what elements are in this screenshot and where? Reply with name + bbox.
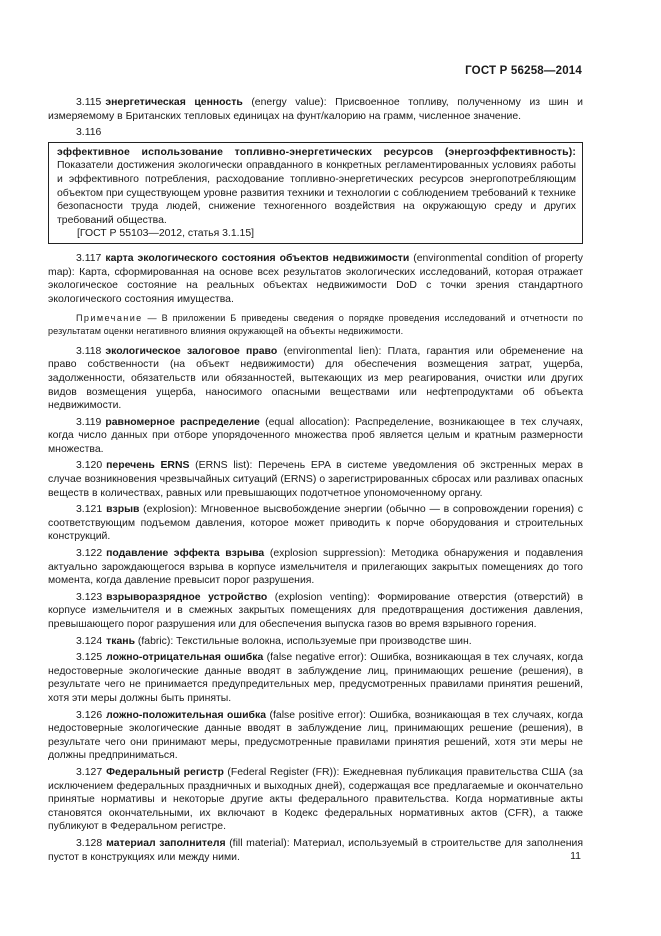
entry-3-118: 3.118 экологическое залоговое право (environmental lien): Плата, гарантия или обременение на право собственности (на объект недвижимости) для обеспечения возмещения затрат, ущерба, задолженности, обязательств или обязанностей, вытекающих из мер реагирования, очистки или других видов возмещения ущерба, наносимого опасными веществами или нефтепродуктами об объекта недвижимости.: [48, 345, 583, 412]
entry-3-116-number: 3.116: [76, 127, 102, 139]
entry-3-117: 3.117 карта экологического состояния объектов недвижимости (environmental condition of property map): Карта, сформированная на основе всех результатов экологических исследований, которая отражает экологическое состояние на реальных объектах недвижимости DoD с точки зрения стандартного экологического состояния имущества.: [48, 252, 583, 305]
boxed-source: [ГОСТ Р 55103—2012, статья 3.1.15]: [77, 228, 255, 240]
note-text: — В приложении Б приведены сведения о порядке проведения исследований и отчетности по результатам оценки негативного влияния окружающей на объекты недвижимости.: [48, 313, 583, 336]
entry-3-127: 3.127 Федеральный регистр (Federal Register (FR)): Ежедневная публикация правительства США (за исключением федеральных праздничных и выходных дней), содержащая все предлагаемые и окончательно принятые нормативы и некоторые другие акты федерального правительства. Когда нормативные акты становятся окончательными, их включают в Кодекс федеральных нормативных актов (CFR), а также публикуют в Федеральном регистре.: [48, 766, 583, 833]
entry-3-115: 3.115 энергетическая ценность (energy value): Присвоенное топливу, полученному из шин и измеряемому в Британских тепловых единицах на фунт/калорию на грамм, численное значение.: [48, 97, 583, 122]
entry-3-124: 3.124 ткань (fabric): Текстильные волокна, используемые при производстве шин.: [76, 635, 472, 647]
document-body: [48, 96, 583, 867]
entry-3-120: 3.120 перечень ERNS (ERNS list): Перечень EPA в системе уведомления об экстренных мерах в случае возникновения чрезвычайных ситуаций (ERNS) о зарегистрированных сбросах или разливах опасных веществ в количествах, равных или превышающих подотчетное упономоченному органу.: [48, 460, 583, 499]
entry-3-122: 3.122 подавление эффекта взрыва (explosion suppression): Методика обнаружения и подавления актуально зарождающегося взрыва в корпусе измельчителя и прилегающих закрытых помещениях до того момента, когда давление превысит порог разрушения.: [48, 548, 583, 587]
note-label: Примечание: [76, 313, 143, 324]
entry-3-128: 3.128 материал заполнителя (fill material): Материал, используемый в строительстве для заполнения пустот в конструкциях или между ними.: [48, 837, 584, 863]
entry-3-123: 3.123 взрыворазрядное устройство (explosion venting): Формирование отверстия (отверстий) в корпусе измельчителя и в смежных закрытых помещениях для предотвращения достижения давления, превышающего порог разрушения или для обеспечения выпуска газов во время взрывного горения.: [48, 591, 583, 630]
boxed-text: Показатели достижения экологически оправданного в конкретных регламентированных условиях работы и эффективного потребления, расходование топливно-энергетических ресурсов энергопотребляющим объектом при существующем уровне развития техники и технологии с соблюдением требований к технике безопасности труда людей, снижение техногенного воздействия на окружающую среду и других требований общества.: [57, 160, 576, 226]
boxed-term: эффективное использование топливно-энергетических ресурсов (энергоэффективность):: [57, 146, 576, 158]
page-number: 11: [570, 850, 581, 862]
standard-header: ГОСТ Р 56258—2014: [465, 65, 582, 77]
entry-3-119: 3.119 равномерное распределение (equal allocation): Распределение, возникающее в тех случаях, когда число данных при отборе упорядоченного множества проб является целым и кратным размерности множества.: [48, 416, 583, 455]
entry-3-126: 3.126 ложно-положительная ошибка (false positive error): Ошибка, возникающая в тех случаях, когда недостоверные экологические данные вводят в заблуждение лиц, принимающих решение (решения), в результате чего они принимают меры, предусмотренные правилами принятия решений, хотя эти меры не должны предприниматься.: [48, 709, 583, 762]
boxed-definition: [48, 142, 583, 244]
entry-3-121: 3.121 взрыв (explosion): Мгновенное высвобождение энергии (обычно — в сопровождении горения) с соответствующим подъемом давления, которое может приводить к порче оборудования и строительных конструкций.: [48, 504, 583, 543]
entry-3-125: 3.125 ложно-отрицательная ошибка (false negative error): Ошибка, возникающая в тех случаях, когда недостоверные экологические данные вводят в заблуждение лиц, принимающих решение (решения), в результате чего не принимается предупредительных мер, предусмотренных правилами принятия решений, хотя эти меры должны быть приняты.: [48, 652, 584, 704]
note: [48, 312, 583, 336]
